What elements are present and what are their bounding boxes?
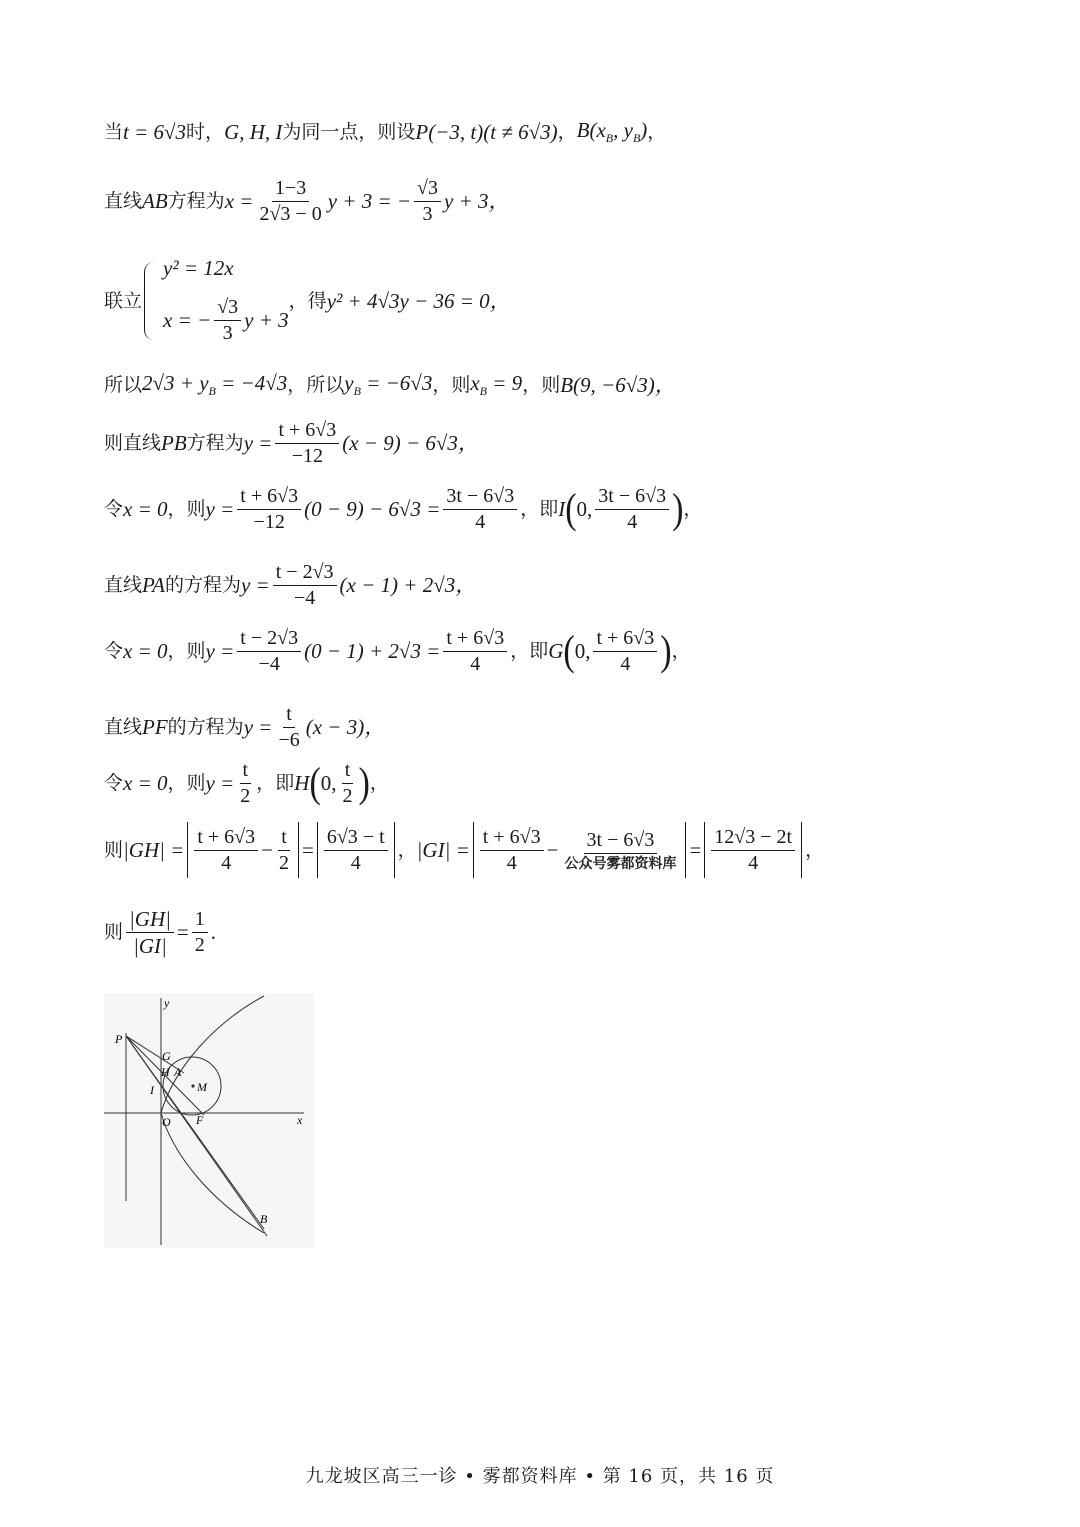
label-p: P (115, 1032, 123, 1046)
text: 所以 (104, 373, 143, 396)
label-y: y (164, 996, 170, 1010)
text: 时， (186, 120, 225, 143)
text: 则直线 (104, 432, 162, 454)
line-1 (104, 120, 666, 144)
text: 令 (104, 498, 124, 520)
equation-system (163, 258, 289, 344)
fraction: $\frac{1-3}{2√3 - 0}$ (259, 177, 322, 225)
text: ，即 (520, 498, 559, 520)
text: 则 (104, 921, 124, 944)
text: ， (647, 120, 667, 143)
fraction: $\frac{t + 6√3}{-12}$ (275, 420, 339, 467)
absolute-value: $\frac{t + 6√3}{4}$ − $\frac{t}{2}$ (187, 822, 299, 878)
math: y = (205, 639, 235, 663)
text: 直线 (104, 190, 143, 212)
system-brace (144, 262, 157, 340)
label-i: I (150, 1083, 154, 1097)
math: y = (243, 715, 273, 739)
math: $x_B = 9$ (470, 371, 523, 399)
text: 为同一点，则设 (282, 120, 416, 143)
math: y² + 4√3y − 36 = 0， (326, 288, 511, 313)
text: ，则 (167, 772, 206, 794)
text: 令 (104, 640, 124, 662)
math: |GI| = (416, 837, 470, 862)
line-2 (104, 178, 510, 225)
fraction: $\frac{3t - 6√3}{4}$ (443, 486, 517, 533)
text: 令 (104, 772, 124, 794)
absolute-value: $\frac{t + 6√3}{4}$ − $\frac{3t - 6√3}{\text{公众号雾都资料库}}$ (473, 822, 687, 878)
math: y = (243, 431, 273, 455)
text: ， (557, 120, 577, 143)
math-B: $B(x_B$, $y_B$) (576, 118, 648, 146)
math: (0 − 1) + 2√3 = (304, 639, 441, 663)
text: ， (397, 838, 417, 861)
line-6: 令 x = 0 ，则 y = $\frac{t + 6√3}{-12}$ (0 − 9) − 6√3 = $\frac{3t - 6√3}{4}$ ，即 I ( 0, $\frac{3t - 6√3}{4}$ ) ， (104, 485, 703, 533)
math: $y_B = -6√3$ (344, 371, 433, 399)
math: (x − 9) − 6√3， (342, 431, 479, 455)
math: x = 0 (123, 771, 168, 795)
fraction: $\frac{|GH|}{|GI|}$ (126, 908, 174, 957)
math: H (294, 771, 310, 795)
fraction: $\frac{t}{-6}$ (278, 703, 300, 751)
math: G (548, 639, 564, 663)
math: $2√3 + y_B = -4√3$ (142, 371, 288, 399)
math: y = (240, 573, 270, 597)
text: 的方程为 (167, 716, 244, 738)
label-g: G (162, 1049, 171, 1063)
fraction: $\frac{t + 6√3}{4}$ (443, 628, 507, 675)
math: x = 0 (123, 497, 168, 521)
math: = (176, 920, 189, 945)
label-x: x (297, 1113, 303, 1127)
line-3 (104, 258, 511, 344)
line-4 (104, 373, 676, 397)
label-b: B (260, 1212, 268, 1226)
text: ，则 (522, 373, 561, 396)
math: x = (224, 189, 254, 213)
fraction: $\frac{t + 6√3}{4}$ (593, 628, 657, 675)
math: P(−3, t)(t ≠ 6√3) (415, 119, 558, 144)
math: I (558, 497, 566, 521)
fraction: $\frac{t - 2√3}{-4}$ (273, 562, 337, 609)
text: ， (369, 772, 389, 794)
math: (0 − 9) − 6√3 = (304, 497, 441, 521)
text: ，则 (432, 373, 471, 396)
text: 联立 (104, 289, 143, 312)
text: ， (683, 498, 703, 520)
geometry-figure (104, 993, 314, 1248)
text: 方程为 (167, 190, 225, 212)
equation-1: y² = 12x (163, 256, 234, 280)
text: 直线 (104, 574, 143, 596)
label-o: O (162, 1115, 171, 1129)
line-7 (104, 562, 476, 609)
math: PB (161, 431, 187, 455)
text: ，得 (288, 289, 327, 312)
label-m: M (197, 1080, 207, 1094)
text: ，即 (510, 640, 549, 662)
watermark-text: 公众号雾都资料库 (564, 854, 677, 871)
text: ，即 (256, 772, 295, 794)
label-h: H (161, 1065, 170, 1079)
line-11 (104, 822, 824, 878)
math: AB (142, 189, 168, 213)
math: y = (205, 497, 235, 521)
math: PF (142, 715, 168, 739)
math: 0, (574, 639, 591, 663)
line-8: 令 x = 0 ，则 y = $\frac{t - 2√3}{-4}$ (0 − 1) + 2√3 = $\frac{t + 6√3}{4}$ ，即 G ( 0, $\frac{t + 6√3}{4}$ ) ， (104, 627, 691, 675)
line-10: 令 x = 0 ，则 y = $\frac{t}{2}$ ，即 H ( 0, $\frac{t}{2}$ ) ， (104, 759, 389, 807)
text: 当 (104, 120, 124, 143)
text: 直线 (104, 716, 143, 738)
text: ， (671, 640, 691, 662)
fraction: $\frac{1}{2}$ (192, 909, 208, 956)
math: 0, (320, 771, 337, 795)
math: G, H, I (224, 119, 283, 144)
math: (x − 3)， (305, 715, 386, 739)
math: x = 0 (123, 639, 168, 663)
page-footer: 九龙坡区高三一诊 • 雾都资料库 • 第 16 页，共 16 页 (305, 1466, 775, 1487)
text: 的方程为 (164, 574, 241, 596)
line-12 (104, 908, 216, 957)
math: 0, (576, 497, 593, 521)
fraction: $\frac{t + 6√3}{-12}$ (237, 486, 301, 533)
fraction: $\frac{3t - 6√3}{4}$ (595, 486, 669, 533)
fraction: $\frac{t}{2}$ (342, 759, 353, 807)
text: 则 (104, 838, 124, 861)
text: ，则 (167, 498, 206, 520)
absolute-value: $\frac{12√3 - 2t}{4}$ (704, 822, 802, 878)
line-9 (104, 704, 385, 751)
label-f: F (196, 1113, 204, 1127)
math: . (210, 920, 216, 945)
label-a: A (174, 1065, 182, 1079)
math: PA (142, 573, 165, 597)
math: |GH| = (123, 837, 185, 862)
fraction: $\frac{t - 2√3}{-4}$ (237, 628, 301, 675)
math: y = (205, 771, 235, 795)
figure-background (104, 993, 314, 1248)
math: = (689, 837, 702, 862)
text: 方程为 (186, 432, 244, 454)
fraction: $\frac{√3}{3}$ (414, 178, 441, 225)
math: y + 3 = − (327, 189, 412, 213)
equation-2: x = − $\frac{√3}{3}$ y + 3 (163, 296, 289, 344)
line-5 (104, 420, 479, 467)
text: ，所以 (287, 373, 345, 396)
math: (x − 1) + 2√3， (339, 573, 477, 597)
point-m (191, 1084, 194, 1087)
text: ，则 (167, 640, 206, 662)
text: ， (805, 838, 825, 861)
fraction: $\frac{t}{2}$ (240, 759, 251, 807)
math: t = 6√3 (123, 119, 187, 144)
math: B(9, −6√3)， (560, 372, 676, 397)
math: = (301, 837, 314, 862)
math: y + 3， (444, 189, 510, 213)
absolute-value: $\frac{6√3 - t}{4}$ (317, 822, 395, 878)
